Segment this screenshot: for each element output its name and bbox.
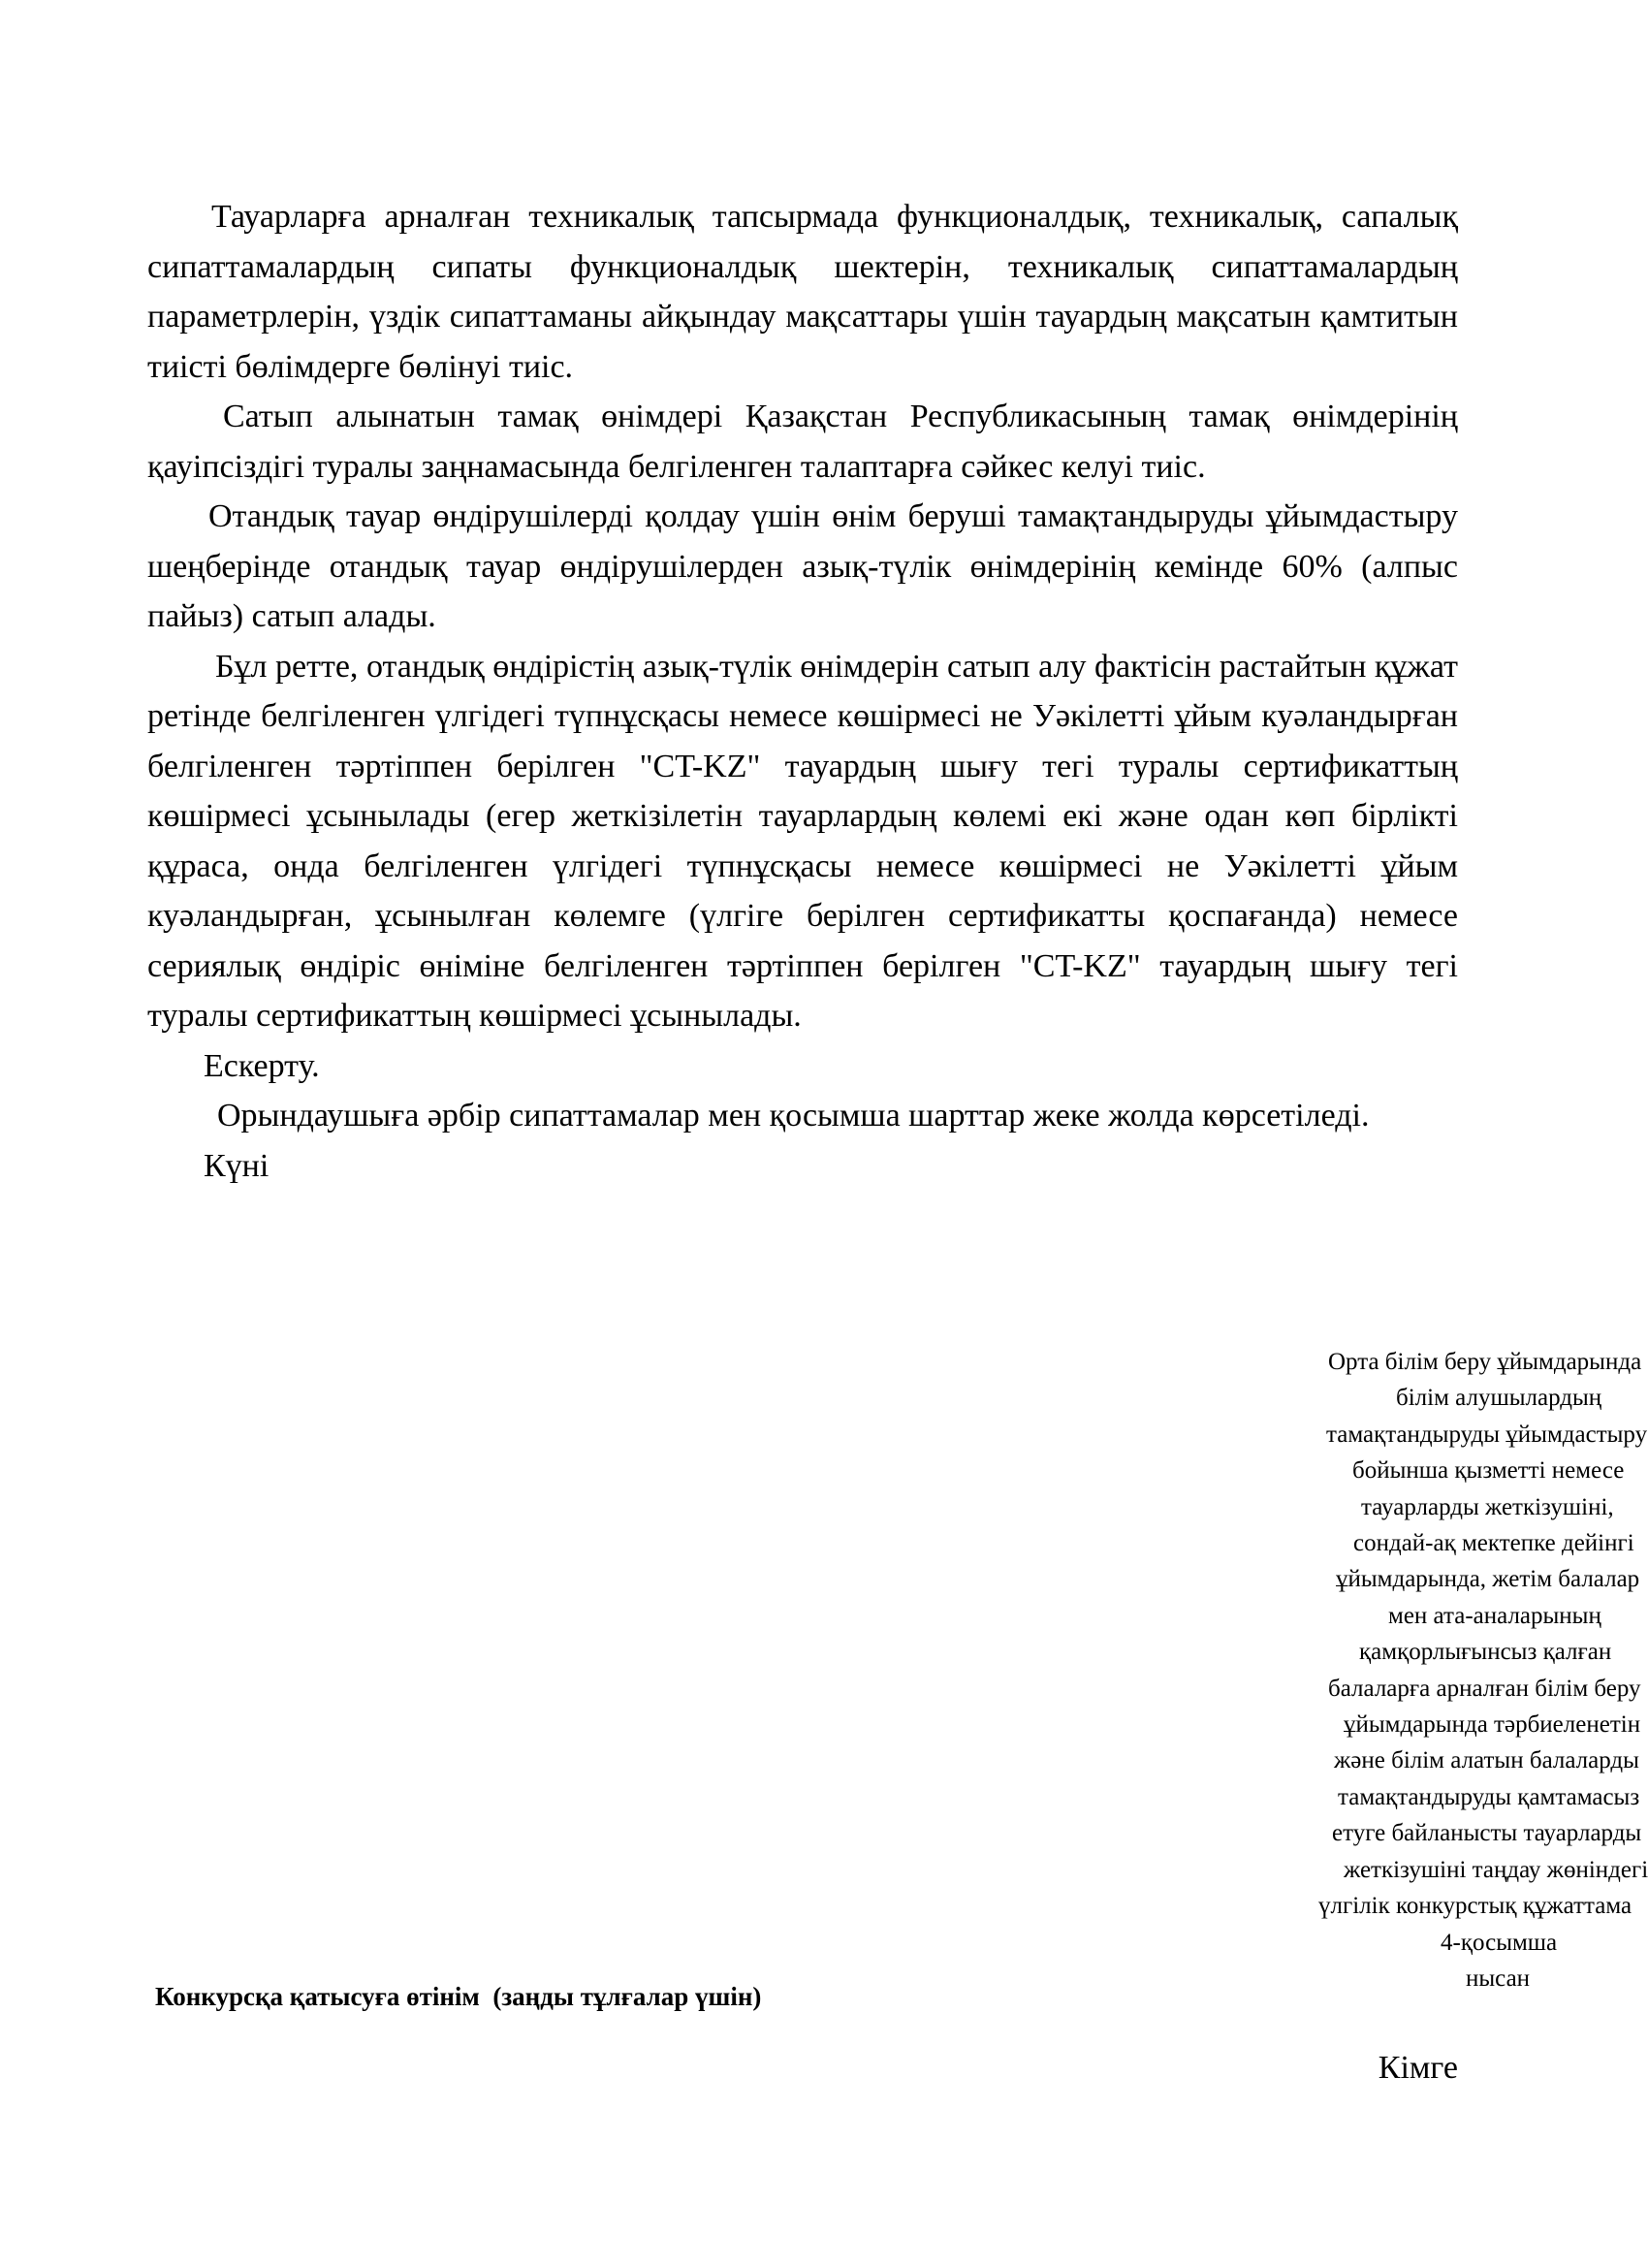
annex-line: сондай-ақ мектепке дейінгі xyxy=(1353,1530,1634,1557)
annex-line: білім алушылардың xyxy=(1396,1385,1602,1412)
paragraph-note-text: Орындаушыға әрбір сипаттамалар мен қосымша шарттар жеке жолда көрсетіледі. xyxy=(217,1098,1370,1134)
annex-line: тауарларды жеткізушіні, xyxy=(1361,1493,1614,1520)
paragraph-technical-specification: Тауарларға арналған техникалық тапсырмада функционалдық, техникалық, сапалық сипаттамалардың сипаты функционалдық шектерін, техникалық сипаттамалардың параметрлерін, үздік сипаттаманы айқындау мақсаттары үшін тауардың мақсатын қамтитын тиісті бөлімдерге бөлінуі тиіс. xyxy=(147,199,1458,385)
annex-reference-block xyxy=(1299,1344,1648,1996)
paragraph-note-heading: Ескерту. xyxy=(204,1047,320,1084)
paragraph-food-safety: Сатып алынатын тамақ өнімдері Қазақстан Республикасының тамақ өнімдерінің қауіпсіздігі туралы заңнамасында белгіленген талаптарға сәйкес келуі тиіс. xyxy=(147,399,1458,485)
annex-line: жеткізушіні таңдау жөніндегі xyxy=(1344,1856,1648,1883)
annex-line: тамақтандыруды ұйымдастыру xyxy=(1326,1421,1648,1448)
application-form-title: Конкурсқа қатысуға өтінім (заңды тұлғалар үшін) xyxy=(155,1982,762,2011)
form-type-label: нысан xyxy=(1466,1965,1531,1992)
paragraph-domestic-producers: Отандық тауар өндірушілерді қолдау үшін өнім беруші тамақтандыруды ұйымдастыру шеңберінде отандық тауар өндірушілерден азық-түлік өнімдерінің кемінде 60% (алпыс пайыз) сатып алады. xyxy=(147,498,1458,634)
document-body xyxy=(147,192,1458,1191)
annex-line: Орта білім беру ұйымдарында xyxy=(1328,1349,1642,1375)
annex-number: 4-қосымша xyxy=(1441,1929,1558,1956)
annex-line: үлгілік конкурстық құжаттама xyxy=(1318,1893,1632,1920)
annex-line: мен ата-аналарының xyxy=(1388,1602,1601,1629)
annex-line: етуге байланысты тауарларды xyxy=(1332,1820,1642,1847)
annex-line: қамқорлығынсыз қалған xyxy=(1359,1639,1612,1666)
annex-line: ұйымдарында, жетім балалар xyxy=(1336,1566,1640,1593)
annex-line: және білім алатын балаларды xyxy=(1334,1747,1639,1774)
paragraph-date-label: Күні xyxy=(204,1147,269,1184)
annex-line: бойынша қызметті немесе xyxy=(1352,1457,1625,1485)
addressee-label: Кімге xyxy=(1378,2050,1458,2086)
annex-line: тамақтандыруды қамтамасыз xyxy=(1338,1783,1640,1810)
annex-line: балаларға арналған білім беру xyxy=(1328,1675,1641,1702)
annex-line: ұйымдарында тәрбиеленетін xyxy=(1344,1711,1641,1739)
paragraph-certificate-of-origin: Бұл ретте, отандық өндірістің азық-түлік өнімдерін сатып алу фактісін растайтын құжат ретінде белгіленген үлгідегі түпнұсқасы немесе көшірмесі не Уәкілетті ұйым куәландырған белгіленген тәртіппен берілген "CT-KZ" тауардың шығу тегі туралы сертификаттың көшірмесі ұсынылады (егер жеткізілетін тауарлардың көлемі екі және одан көп бірлікті құраса, онда белгіленген үлгідегі түпнұсқасы немесе көшірмесі не Уәкілетті ұйым куәландырған, ұсынылған көлемге (үлгіге берілген сертификатты қоспағанда) немесе сериялық өндіріс өніміне белгіленген тәртіппен берілген "CT-KZ" тауардың шығу тегі туралы сертификаттың көшірмесі ұсынылады. xyxy=(147,648,1458,1034)
